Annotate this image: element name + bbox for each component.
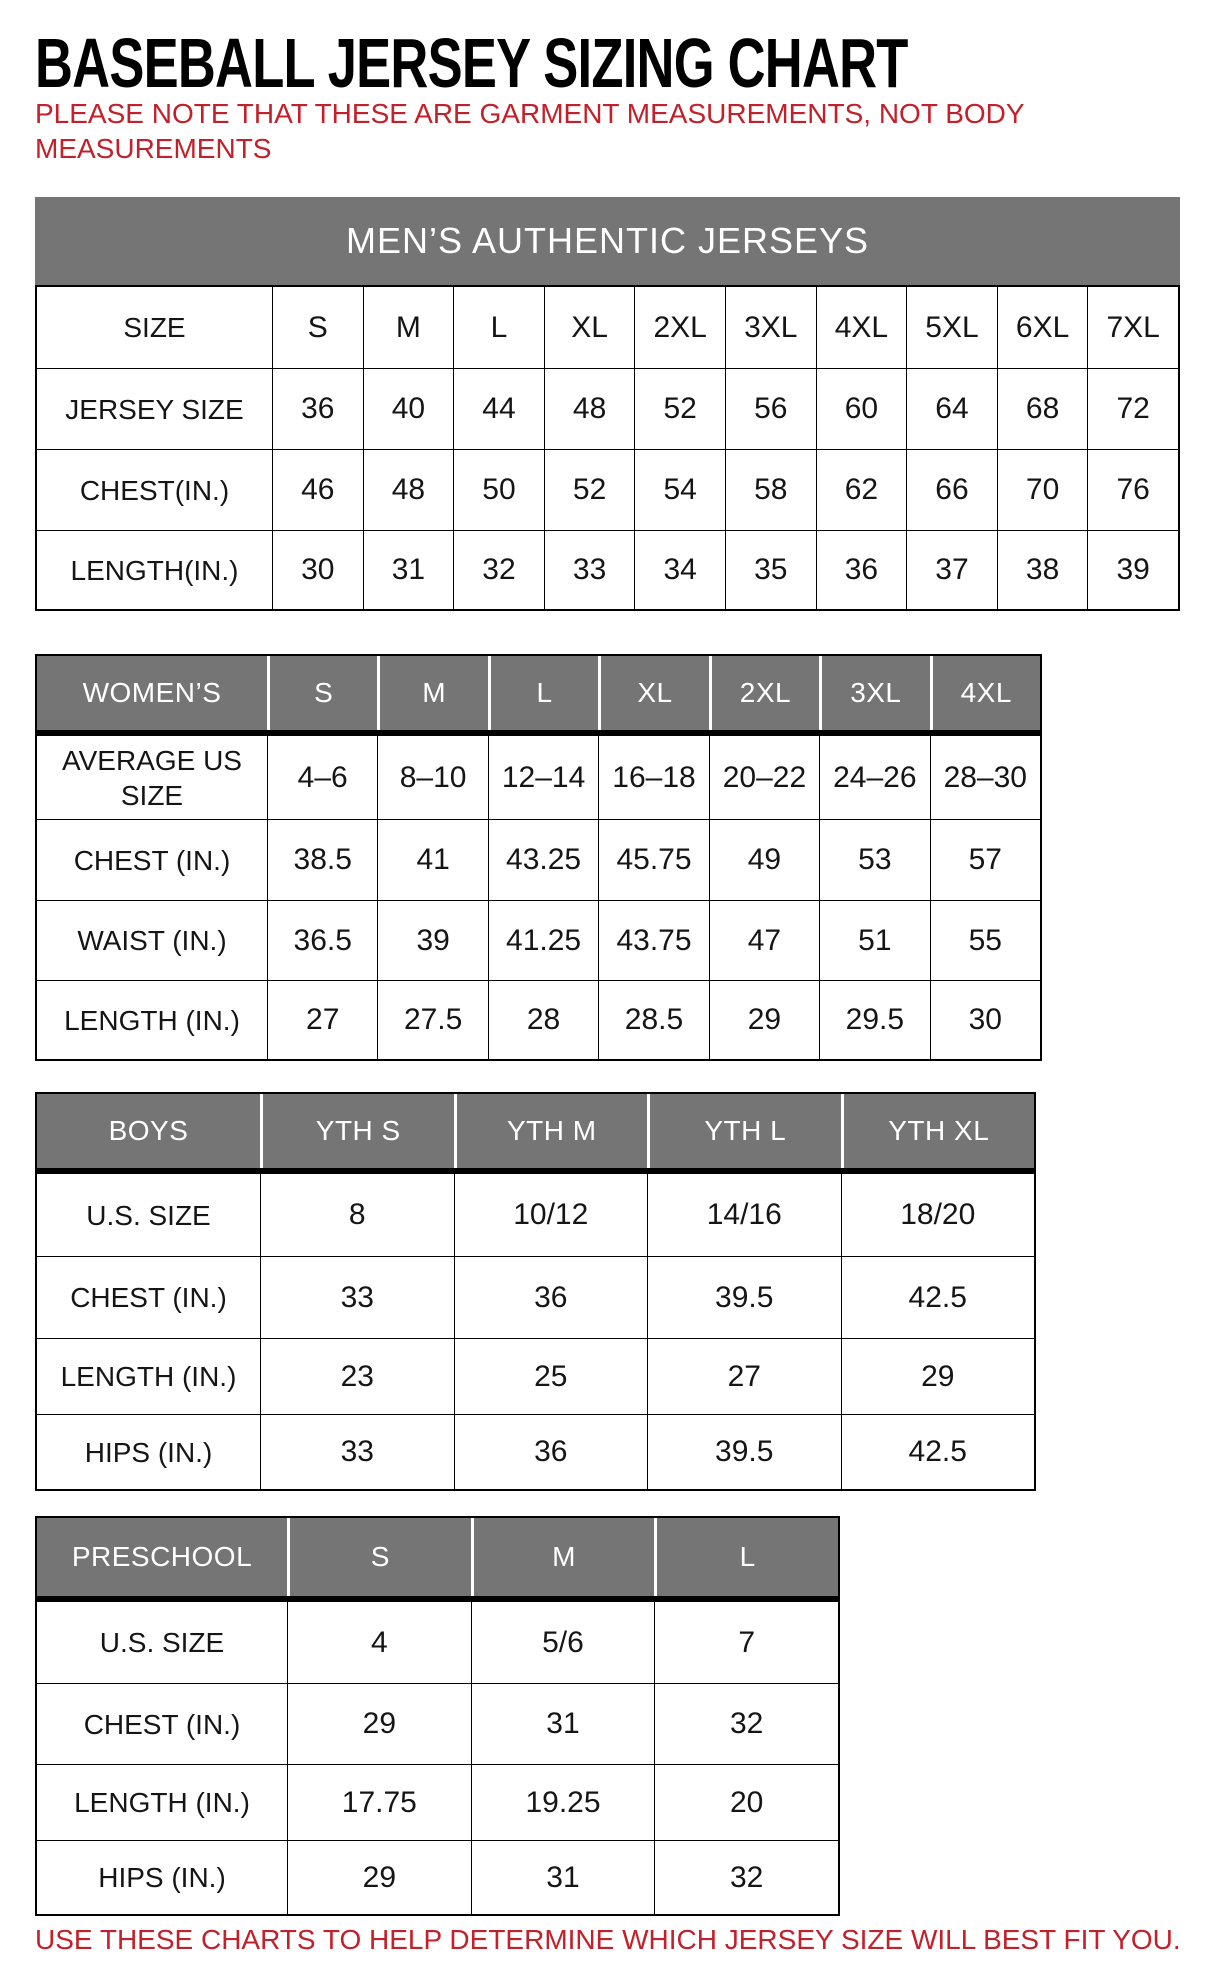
row-label: LENGTH (IN.) [37,1339,260,1414]
value-cell: 46 [273,450,363,530]
value-cell: 50 [454,450,544,530]
value-cell: 57 [931,820,1040,900]
row-label: HIPS (IN.) [37,1841,287,1914]
value-cell: 55 [931,901,1040,980]
value-cell: 38 [998,531,1088,609]
value-cell: 76 [1088,450,1178,530]
value-cell: XL [545,287,635,368]
value-cell: 4 [288,1602,471,1683]
value-cell: 18/20 [842,1174,1035,1256]
value-cell: 16–18 [599,736,708,819]
header-label-cell: PRESCHOOL [37,1518,287,1596]
row-label: JERSEY SIZE [37,369,272,449]
value-cell: 54 [635,450,725,530]
value-cell: 53 [820,820,929,900]
value-cell: 60 [817,369,907,449]
value-cell: 58 [726,450,816,530]
value-cell: 2XL [635,287,725,368]
row-label: SIZE [37,287,272,368]
row-label: CHEST (IN.) [37,1684,287,1764]
value-cell: 28–30 [931,736,1040,819]
row-label: U.S. SIZE [37,1174,260,1256]
mens-table-body [35,285,1180,611]
value-cell: 39 [1088,531,1178,609]
value-cell: 23 [261,1339,454,1414]
header-size-cell: 2XL [712,656,819,730]
value-cell: 52 [635,369,725,449]
row-label: LENGTH (IN.) [37,1765,287,1840]
header-size-cell: YTH L [650,1094,841,1168]
value-cell: S [273,287,363,368]
row-label: CHEST (IN.) [37,820,267,900]
row-label: CHEST(IN.) [37,450,272,530]
value-cell: 41.25 [489,901,598,980]
value-cell: 6XL [998,287,1088,368]
value-cell: 10/12 [455,1174,648,1256]
value-cell: 36 [817,531,907,609]
value-cell: 12–14 [489,736,598,819]
value-cell: 41 [378,820,487,900]
boys-table-header-row [35,1092,1036,1172]
garment-measurement-note: PLEASE NOTE THAT THESE ARE GARMENT MEASUREMENTS, NOT BODY MEASUREMENTS [35,98,1025,164]
value-cell: 31 [472,1841,655,1914]
table-preschool [35,1516,840,1916]
value-cell: 5XL [907,287,997,368]
value-cell: 39.5 [648,1257,841,1338]
value-cell: 31 [472,1684,655,1764]
value-cell: 51 [820,901,929,980]
value-cell: 62 [817,450,907,530]
value-cell: 7XL [1088,287,1178,368]
value-cell: 20–22 [710,736,819,819]
value-cell: 5/6 [472,1602,655,1683]
table-womens [35,654,1042,1061]
value-cell: 48 [364,450,454,530]
value-cell: 28 [489,981,598,1059]
row-label: LENGTH(IN.) [37,531,272,609]
value-cell: 31 [364,531,454,609]
header-size-cell: 4XL [933,656,1040,730]
value-cell: 29 [842,1339,1035,1414]
value-cell: 37 [907,531,997,609]
value-cell: 4–6 [268,736,377,819]
value-cell: 56 [726,369,816,449]
page-title: BASEBALL JERSEY SIZING CHART [35,24,908,102]
value-cell: 20 [655,1765,838,1840]
value-cell: 7 [655,1602,838,1683]
value-cell: 8 [261,1174,454,1256]
value-cell: 49 [710,820,819,900]
row-label: CHEST (IN.) [37,1257,260,1338]
value-cell: 30 [931,981,1040,1059]
value-cell: 44 [454,369,544,449]
value-cell: 28.5 [599,981,708,1059]
value-cell: 30 [273,531,363,609]
value-cell: 70 [998,450,1088,530]
header-size-cell: M [380,656,487,730]
value-cell: 17.75 [288,1765,471,1840]
header-size-cell: L [657,1518,838,1596]
value-cell: 4XL [817,287,907,368]
header-size-cell: S [270,656,377,730]
row-label: WAIST (IN.) [37,901,267,980]
value-cell: 34 [635,531,725,609]
value-cell: 45.75 [599,820,708,900]
footer-text: USE THESE CHARTS TO HELP DETERMINE WHICH JERSEY SIZE WILL BEST FIT YOU. [35,1924,1181,1955]
value-cell: 39.5 [648,1415,841,1489]
header-label-cell: BOYS [37,1094,260,1168]
header-size-cell: L [491,656,598,730]
value-cell: 36 [455,1415,648,1489]
value-cell: 38.5 [268,820,377,900]
value-cell: 36 [273,369,363,449]
value-cell: 33 [261,1257,454,1338]
value-cell: 24–26 [820,736,929,819]
header-size-cell: YTH XL [844,1094,1035,1168]
value-cell: 66 [907,450,997,530]
value-cell: 19.25 [472,1765,655,1840]
value-cell: 25 [455,1339,648,1414]
header-size-cell: YTH M [457,1094,648,1168]
header-size-cell: YTH S [263,1094,454,1168]
boys-table-body [35,1172,1036,1491]
value-cell: 43.25 [489,820,598,900]
womens-table-header-row [35,654,1042,734]
value-cell: 29 [710,981,819,1059]
value-cell: 14/16 [648,1174,841,1256]
value-cell: 33 [545,531,635,609]
value-cell: 52 [545,450,635,530]
value-cell: 33 [261,1415,454,1489]
value-cell: 32 [454,531,544,609]
value-cell: 39 [378,901,487,980]
value-cell: 47 [710,901,819,980]
value-cell: 68 [998,369,1088,449]
value-cell: 27.5 [378,981,487,1059]
value-cell: M [364,287,454,368]
value-cell: 48 [545,369,635,449]
row-label: AVERAGE US SIZE [37,736,267,819]
value-cell: 27 [268,981,377,1059]
header-size-cell: XL [601,656,708,730]
value-cell: L [454,287,544,368]
header-size-cell: 3XL [822,656,929,730]
value-cell: 36 [455,1257,648,1338]
preschool-table-body [35,1600,840,1916]
value-cell: 32 [655,1841,838,1914]
value-cell: 29 [288,1841,471,1914]
value-cell: 42.5 [842,1257,1035,1338]
value-cell: 43.75 [599,901,708,980]
value-cell: 64 [907,369,997,449]
value-cell: 36.5 [268,901,377,980]
value-cell: 35 [726,531,816,609]
value-cell: 40 [364,369,454,449]
value-cell: 32 [655,1684,838,1764]
value-cell: 29.5 [820,981,929,1059]
value-cell: 29 [288,1684,471,1764]
table-mens-authentic-jerseys [35,197,1180,611]
womens-table-body [35,734,1042,1061]
value-cell: 3XL [726,287,816,368]
mens-table-banner: MEN’S AUTHENTIC JERSEYS [35,197,1180,285]
header-label-cell: WOMEN’S [37,656,267,730]
row-label: HIPS (IN.) [37,1415,260,1489]
header-size-cell: M [474,1518,655,1596]
header-size-cell: S [290,1518,471,1596]
row-label: LENGTH (IN.) [37,981,267,1059]
row-label: U.S. SIZE [37,1602,287,1683]
table-boys [35,1092,1036,1491]
value-cell: 27 [648,1339,841,1414]
preschool-table-header-row [35,1516,840,1600]
value-cell: 42.5 [842,1415,1035,1489]
value-cell: 8–10 [378,736,487,819]
value-cell: 72 [1088,369,1178,449]
